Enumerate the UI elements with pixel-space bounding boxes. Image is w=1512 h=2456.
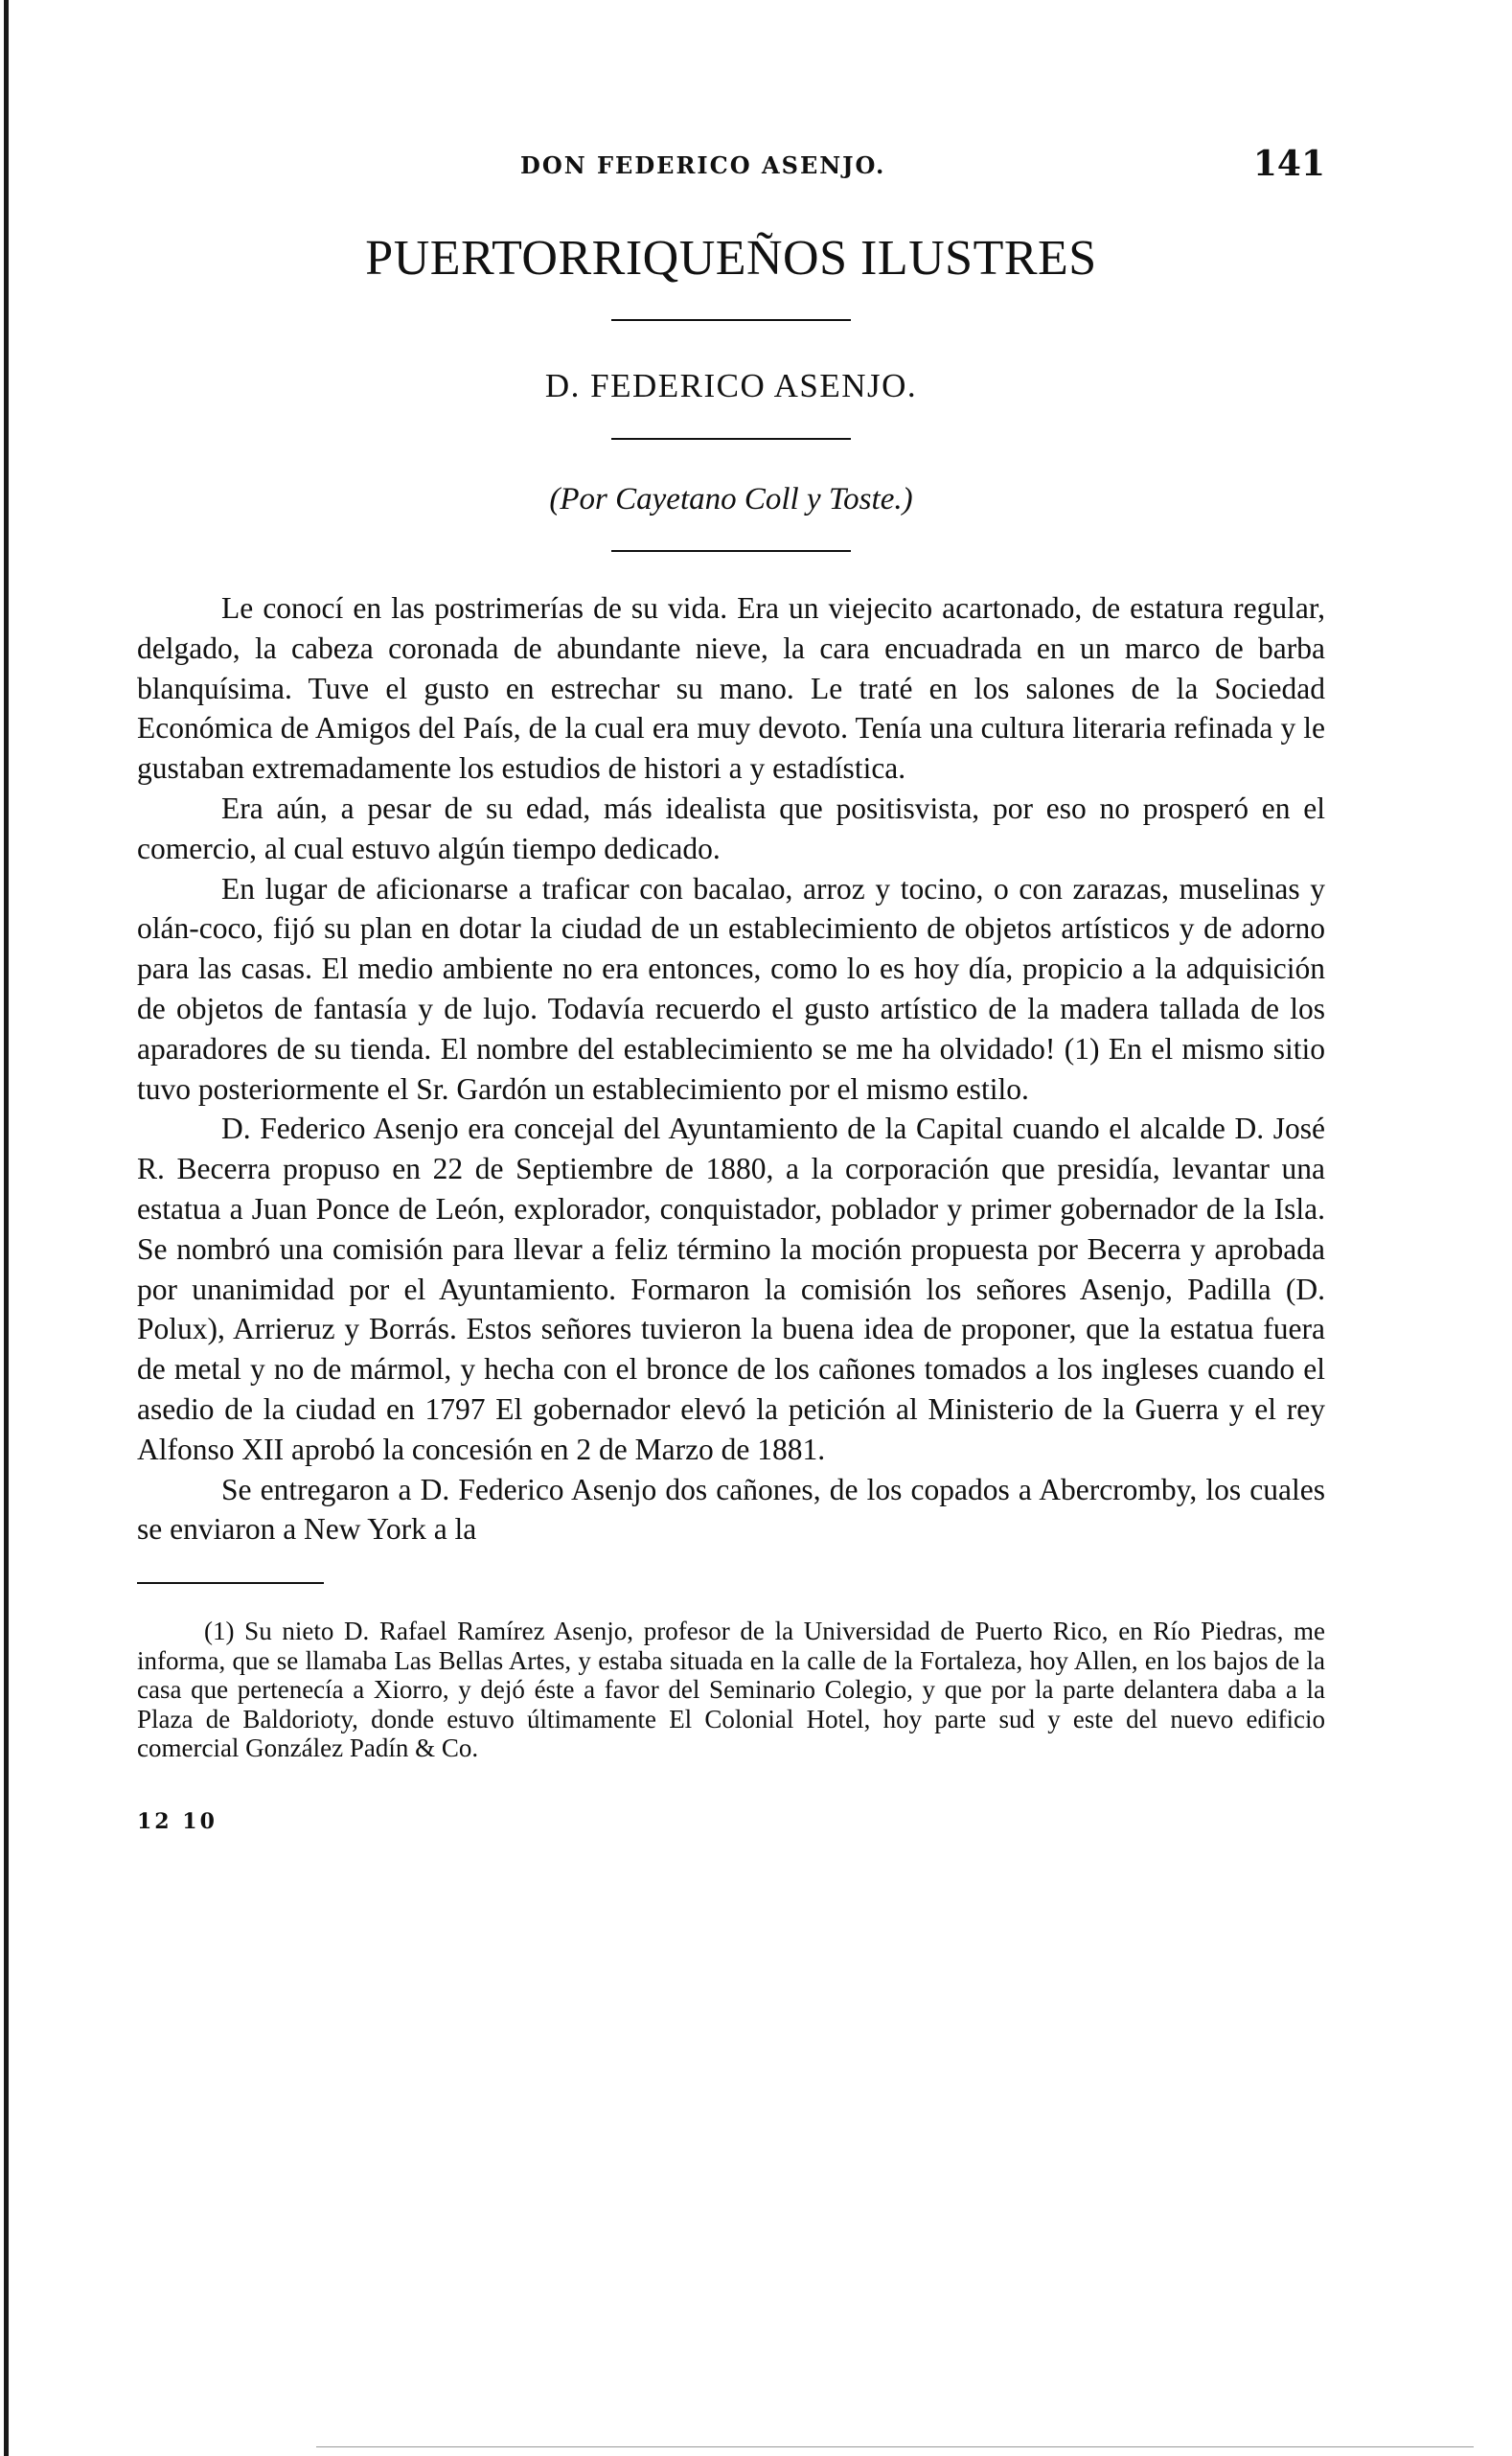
section-title: PUERTORRIQUEÑOS ILUSTRES	[365, 231, 1097, 286]
paragraph: En lugar de aficionarse a traficar con bacalao, arroz y tocino, o con zarazas, muselinas y olán-coco, fijó su plan en dotar la ciudad de un establecimiento de objetos artísticos y de adorno para las casas. El medio ambiente no era entonces, como lo es hoy día, propicio a la adquisición de objetos de fantasía y de lujo. Todavía recuerdo el gusto artístico de la madera tallada de los aparadores de su tienda. El nombre del establecimiento se me ha olvidado! (1) En el mismo sitio tuvo posteriormente el Sr. Gardón un establecimiento por el mismo estilo.	[137, 871, 1325, 1106]
article-title: D. FEDERICO ASENJO.	[544, 367, 918, 404]
footnote: (1) Su nieto D. Rafael Ramírez Asenjo, profesor de la Universidad de Puerto Rico, en Río Piedras, me informa, que se llamaba Las Bellas Artes, y estaba situada en la calle de la Fortaleza, hoy Allen, en los bajos de la casa que pertenecía a Xiorro, y dejó éste a favor del Seminario Colegio, y que por la parte delantera daba a la Plaza de Baldorioty, donde estuvo últimamente El Colonial Hotel, hoy parte sud y este del nuevo edificio comercial González Padín & Co.	[137, 1617, 1325, 1763]
article-body	[137, 588, 1325, 1549]
byline-divider	[611, 550, 851, 552]
page-bottom-edge	[316, 2446, 1474, 2447]
page-left-edge	[4, 0, 9, 2456]
running-head: DON FEDERICO ASENJO.	[520, 151, 886, 179]
page-number: 141	[1252, 144, 1325, 184]
byline: (Por Cayetano Coll y Toste.)	[549, 482, 913, 516]
book-page	[137, 144, 1325, 1834]
paragraph: Se entregaron a D. Federico Asenjo dos cañones, de los copados a Abercromby, los cuales se enviaron a New York a la	[137, 1472, 1325, 1547]
title-divider	[611, 438, 851, 440]
page-header	[137, 144, 1325, 192]
footnote-divider	[137, 1582, 324, 1584]
paragraph: D. Federico Asenjo era concejal del Ayuntamiento de la Capital cuando el alcalde D. José R. Becerra propuso en 22 de Septiembre de 1880, a la corporación que presidía, levantar una estatua a Juan Ponce de León, explorador, conquistador, poblador y primer gobernador de la Isla. Se nombró una comisión para llevar a feliz término la moción propuesta por Becerra y aprobada por unanimidad por el Ayuntamiento. Formaron la comisión los señores Asenjo, Padilla (D. Polux), Arrieruz y Borrás. Estos señores tuvieron la buena idea de proponer, que la estatua fuera de metal y no de mármol, y hecha con el bronce de los cañones tomados a los ingleses cuando el asedio de la ciudad en 1797 El gobernador elevó la petición al Ministerio de la Guerra y el rey Alfonso XII aprobó la concesión en 2 de Marzo de 1881.	[137, 1112, 1325, 1466]
printer-signature-mark: 12 10	[137, 1808, 218, 1834]
paragraph: Le conocí en las postrimerías de su vida. Era un viejecito acartonado, de estatura regular, delgado, la cabeza coronada de abundante nieve, la cara encuadrada en un marco de barba blanquísima. Tuve el gusto en estrechar su mano. Le traté en los salones de la Sociedad Económica de Amigos del País, de la cual era muy devoto. Tenía una cultura literaria refinada y le gustaban extremadamente los estudios de histori a y estadística.	[137, 591, 1325, 786]
paragraph: Era aún, a pesar de su edad, más idealista que positisvista, por eso no prosperó en el comercio, al cual estuvo algún tiempo dedicado.	[137, 791, 1325, 865]
title-divider	[611, 319, 851, 321]
